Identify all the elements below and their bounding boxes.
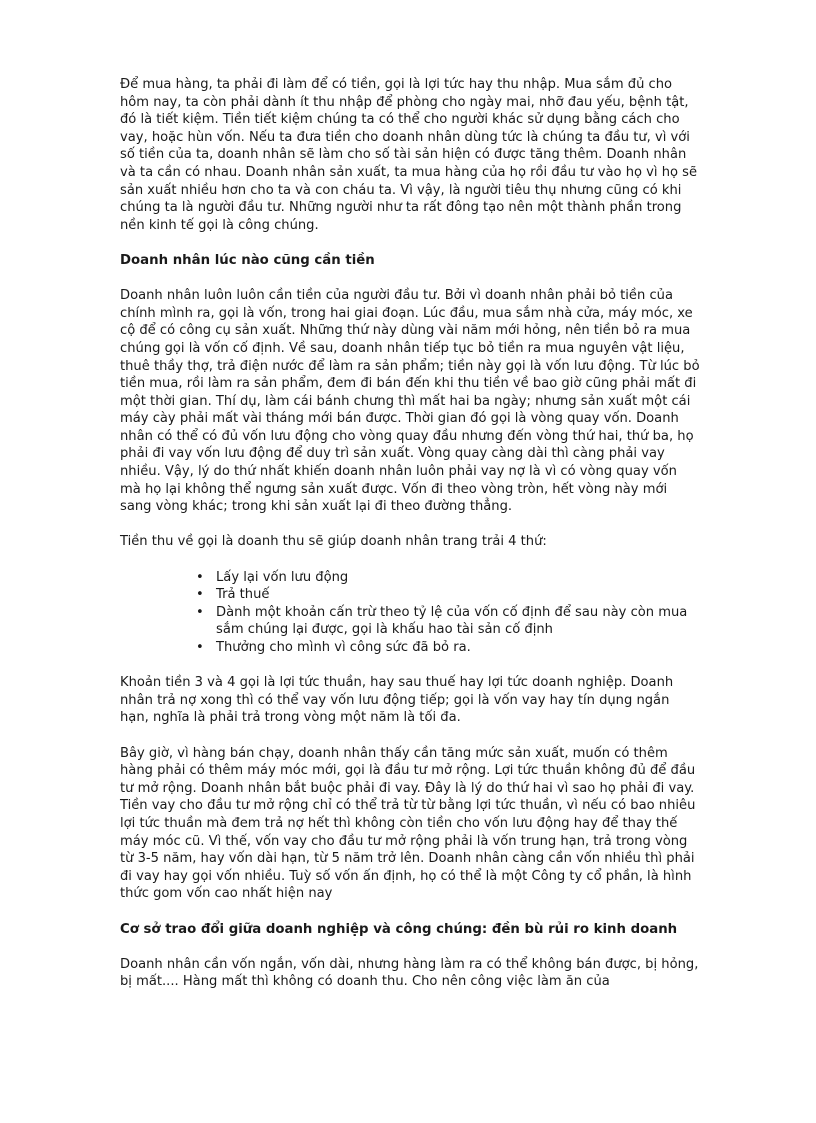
list-item: • Trả thuế bbox=[196, 587, 270, 603]
paragraph-expansion: Bây giờ, vì hàng bán chạy, doanh nhân thấy cần tăng mức sản xuất, muốn có thêm hàng phải có thêm máy móc mới, gọi là đầu tư mở rộng. Lợi tức thuần không đủ để đầu tư mở rộng. Doanh nhân bắt buộc phải đi vay. Đây là lý do thứ hai vì sao họ phải đi vay. Tiền vay cho đầu tư mở rộng chỉ có thể trả từ từ bằng lợi tức thuần, vì nếu có bao nhiêu lợi tức thuần mà đem trả nợ hết thì không còn tiền cho vốn lưu động hay để thay thế máy móc cũ. Vì thế, vốn vay cho đầu tư mở rộng phải là vốn trung hạn, trả trong vòng từ 3-5 năm, hay vốn dài hạn, từ 5 năm trở lên. Doanh nhân càng cần vốn nhiều thì phải đi vay hay gọi vốn nhiều. Tuỳ số vốn ấn định, họ có thể là một Công ty cổ phần, là hình thức gom vốn cao nhất hiện nay bbox=[120, 745, 696, 902]
paragraph-intro: Để mua hàng, ta phải đi làm để có tiền, gọi là lợi tức hay thu nhập. Mua sắm đủ cho hôm nay, ta còn phải dành ít thu nhập để phòng cho ngày mai, nhỡ đau yếu, bệnh tật, đó là tiết kiệm. Tiền tiết kiệm chúng ta có thể cho người khác sử dụng bằng cách cho vay, hoặc hùn vốn. Nếu ta đưa tiền cho doanh nhân dùng tức là chúng ta đầu tư, vì với số tiền của ta, doanh nhân sẽ làm cho số tài sản hiện có được tăng thêm. Doanh nhân và ta cần có nhau. Doanh nhân sản xuất, ta mua hàng của họ rồi đầu tư vào họ vì họ sẽ sản xuất nhiều hơn cho ta và con cháu ta. Vì vậy, là người tiêu thụ nhưng cũng có khi chúng ta là người đầu tư. Những người như ta rất đông tạo nên một thành phần trong nền kinh tế gọi là công chúng. bbox=[120, 77, 698, 233]
document-page bbox=[120, 76, 700, 991]
paragraph-net-income: Khoản tiền 3 và 4 gọi là lợi tức thuần, hay sau thuế hay lợi tức doanh nghiệp. Doanh nhân trả nợ xong thì có thể vay vốn lưu động tiếp; gọi là vốn vay hay tín dụng ngắn hạn, nghĩa là phải trả trong vòng một năm là tối đa. bbox=[120, 675, 674, 726]
paragraph-capital-need: Doanh nhân luôn luôn cần tiền của người đầu tư. Bởi vì doanh nhân phải bỏ tiền của chính mình ra, gọi là vốn, trong hai giai đoạn. Lúc đầu, mua sắm nhà cửa, máy móc, xe cộ để có công cụ sản xuất. Những thứ này dùng vài năm mới hỏng, nên tiền bỏ ra mua chúng gọi là vốn cố định. Về sau, doanh nhân tiếp tục bỏ tiền ra mua nguyên vật liệu, thuê thầy thợ, trả điện nước để làm ra sản phẩm; tiền này gọi là vốn lưu động. Từ lúc bỏ tiền mua, rồi làm ra sản phẩm, đem đi bán đến khi thu tiền về bao giờ cũng phải mất đi một thời gian. Thí dụ, làm cái bánh chưng thì mất hai ba ngày; nhưng sản xuất một cái máy cày phải mất vài tháng mới bán được. Thời gian đó gọi là vòng quay vốn. Doanh nhân có thể có đủ vốn lưu động cho vòng quay đầu nhưng đến vòng thứ hai, thứ ba, họ phải đi vay vốn lưu động để duy trì sản xuất. Vòng quay càng dài thì càng phải vay nhiều. Vậy, lý do thứ nhất khiến doanh nhân luôn phải vay nợ là vì có vòng quay vốn mà họ lại không thể ngưng sản xuất được. Vốn đi theo vòng tròn, hết vòng này mới sang vòng khác; trong khi sản xuất lại đi theo đường thẳng. bbox=[120, 288, 700, 515]
list-item: • Lấy lại vốn lưu động bbox=[196, 569, 349, 585]
bullet-icon: • bbox=[196, 604, 204, 620]
bullet-icon: • bbox=[196, 640, 204, 655]
list-item: • Thưởng cho mình vì công sức đã bỏ ra. bbox=[196, 640, 471, 655]
revenue-uses-list bbox=[196, 569, 700, 657]
section-heading-risk: Cơ sở trao đổi giữa doanh nghiệp và công chúng: đền bù rủi ro kinh doanh bbox=[120, 921, 678, 937]
bullet-icon: • bbox=[196, 569, 204, 585]
list-item: • Dành một khoản cấn trừ theo tỷ lệ của vốn cố định để sau này còn mua sắm chúng lại được, gọi là khấu hao tài sản cố định bbox=[196, 604, 688, 638]
bullet-icon: • bbox=[196, 587, 204, 603]
paragraph-risk: Doanh nhân cần vốn ngắn, vốn dài, nhưng hàng làm ra có thể không bán được, bị hỏng, bị mất.... Hàng mất thì không có doanh thu. Cho nên công việc làm ăn của bbox=[120, 956, 699, 990]
paragraph-revenue-intro: Tiền thu về gọi là doanh thu sẽ giúp doanh nhân trang trải 4 thứ: bbox=[120, 534, 547, 550]
section-heading-capital-need: Doanh nhân lúc nào cũng cần tiền bbox=[120, 252, 375, 268]
